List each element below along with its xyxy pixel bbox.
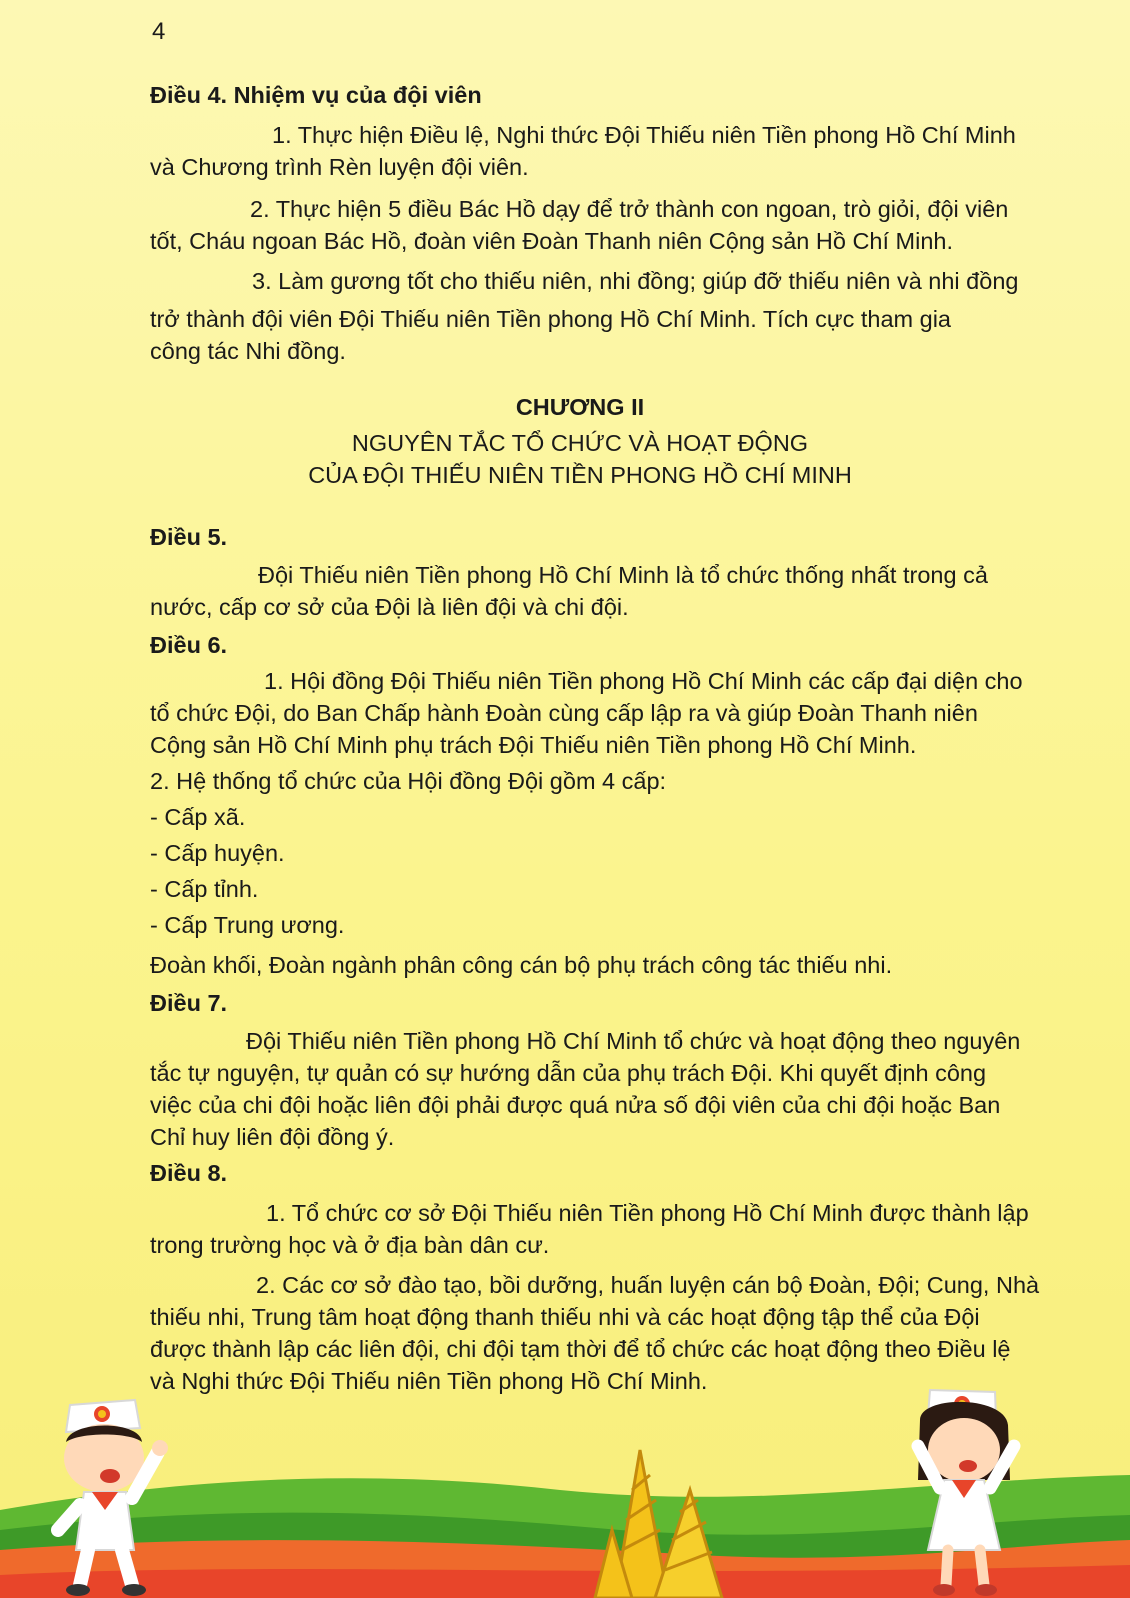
paragraph-line: trong trường học và ở địa bàn dân cư. bbox=[150, 1232, 550, 1258]
article-6-title: Điều 6. bbox=[150, 632, 228, 658]
list-item: - Cấp xã. bbox=[150, 804, 246, 830]
paragraph-line: 1. Thực hiện Điều lệ, Nghi thức Đội Thiếu niên Tiền phong Hồ Chí Minh bbox=[272, 122, 1016, 148]
list-item: - Cấp Trung ương. bbox=[150, 912, 345, 938]
paragraph-line: tốt, Cháu ngoan Bác Hồ, đoàn viên Đoàn Thanh niên Cộng sản Hồ Chí Minh. bbox=[150, 228, 954, 254]
paragraph-line: Đội Thiếu niên Tiền phong Hồ Chí Minh tổ chức và hoạt động theo nguyên bbox=[246, 1028, 1021, 1054]
paragraph-line: và Chương trình Rèn luyện đội viên. bbox=[150, 154, 529, 180]
list-item: - Cấp tỉnh. bbox=[150, 876, 259, 902]
paragraph-line: 1. Tổ chức cơ sở Đội Thiếu niên Tiền phong Hồ Chí Minh được thành lập bbox=[266, 1200, 1029, 1226]
page-number: 4 bbox=[152, 18, 166, 45]
paragraph-line: Chỉ huy liên đội đồng ý. bbox=[150, 1124, 395, 1150]
chapter-label: CHƯƠNG II bbox=[515, 394, 645, 420]
bottom-illustration bbox=[0, 1380, 1130, 1598]
article-5-title: Điều 5. bbox=[150, 524, 228, 550]
paragraph-line: được thành lập các liên đội, chi đội tạm thời để tổ chức các hoạt động theo Điều lệ bbox=[150, 1336, 1011, 1362]
paragraph-line: 2. Hệ thống tổ chức của Hội đồng Đội gồm 4 cấp: bbox=[150, 768, 667, 794]
paragraph-line: tổ chức Đội, do Ban Chấp hành Đoàn cùng cấp lập ra và giúp Đoàn Thanh niên bbox=[150, 700, 978, 726]
paragraph-line: 3. Làm gương tốt cho thiếu niên, nhi đồng; giúp đỡ thiếu niên và nhi đồng bbox=[252, 268, 1019, 294]
paragraph-line: 1. Hội đồng Đội Thiếu niên Tiền phong Hồ Chí Minh các cấp đại diện cho bbox=[264, 668, 1023, 694]
paragraph-line: Cộng sản Hồ Chí Minh phụ trách Đội Thiếu niên Tiền phong Hồ Chí Minh. bbox=[150, 732, 917, 758]
paragraph-line: 2. Các cơ sở đào tạo, bồi dưỡng, huấn luyện cán bộ Đoàn, Đội; Cung, Nhà bbox=[256, 1272, 1040, 1298]
chapter-title-line-2: CỦA ĐỘI THIẾU NIÊN TIỀN PHONG HỒ CHÍ MINH bbox=[308, 462, 852, 488]
paragraph-line: tắc tự nguyện, tự quản có sự hướng dẫn của phụ trách Đội. Khi quyết định công bbox=[150, 1060, 987, 1086]
article-8-title: Điều 8. bbox=[150, 1160, 228, 1186]
paragraph-line: và Nghi thức Đội Thiếu niên Tiền phong Hồ Chí Minh. bbox=[150, 1368, 708, 1394]
paragraph-line: việc của chi đội hoặc liên đội phải được quá nửa số đội viên của chi đội hoặc Ban bbox=[150, 1092, 1001, 1118]
article-4-title: Điều 4. Nhiệm vụ của đội viên bbox=[150, 82, 482, 108]
paragraph-line: Đội Thiếu niên Tiền phong Hồ Chí Minh là tổ chức thống nhất trong cả bbox=[258, 562, 988, 588]
paragraph-line: trở thành đội viên Đội Thiếu niên Tiền phong Hồ Chí Minh. Tích cực tham gia bbox=[150, 306, 951, 332]
chapter-title-line-1: NGUYÊN TẮC TỔ CHỨC VÀ HOẠT ĐỘNG bbox=[351, 430, 809, 456]
list-item: - Cấp huyện. bbox=[150, 840, 285, 866]
article-7-title: Điều 7. bbox=[150, 990, 228, 1016]
paragraph-line: 2. Thực hiện 5 điều Bác Hồ dạy để trở thành con ngoan, trò giỏi, đội viên bbox=[250, 196, 1009, 222]
paragraph-line: nước, cấp cơ sở của Đội là liên đội và chi đội. bbox=[150, 594, 629, 620]
paragraph-line: Đoàn khối, Đoàn ngành phân công cán bộ phụ trách công tác thiếu nhi. bbox=[150, 952, 893, 978]
paragraph-line: công tác Nhi đồng. bbox=[150, 338, 346, 364]
paragraph-line: thiếu nhi, Trung tâm hoạt động thanh thiếu nhi và các hoạt động tập thể của Đội bbox=[150, 1304, 980, 1330]
